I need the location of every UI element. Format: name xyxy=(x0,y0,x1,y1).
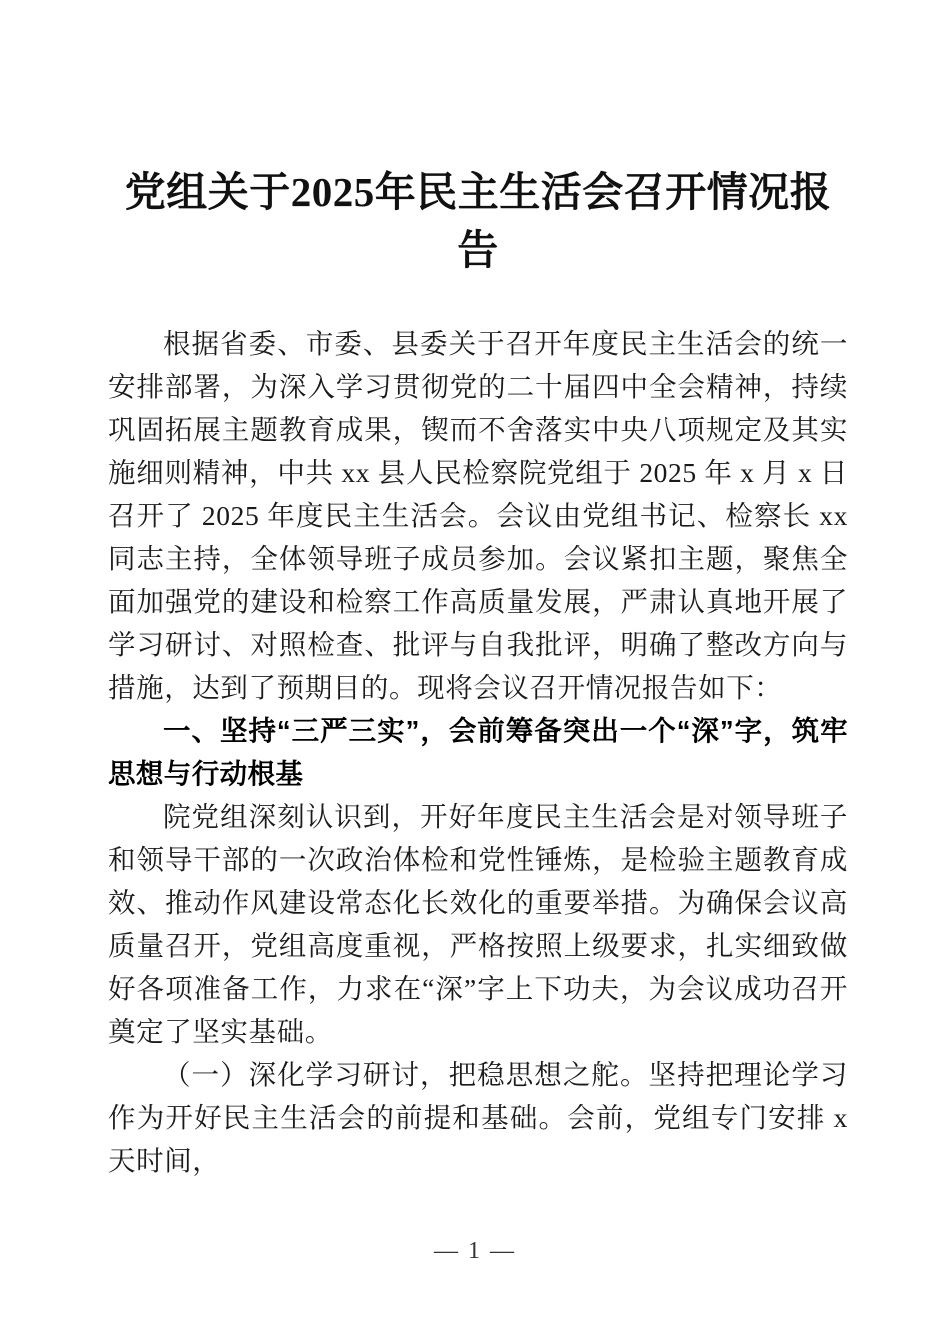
section-heading-one: 一、坚持“三严三实”，会前筹备突出一个“深”字，筑牢思想与行动根基 xyxy=(108,715,848,789)
paragraph-subsection-one: （一）深化学习研讨，把稳思想之舵。坚持把理论学习作为开好民主生活会的前提和基础。会前，党组专门安排 x 天时间， xyxy=(108,1059,848,1176)
document-body xyxy=(108,322,848,1182)
page-number: — 1 — xyxy=(434,1238,516,1264)
paragraph-intro: 根据省委、市委、县委关于召开年度民主生活会的统一安排部署，为深入学习贯彻党的二十届四中全会精神，持续巩固拓展主题教育成果，锲而不舍落实中央八项规定及其实施细则精神，中共 xx 县人民检察院党组于 2025 年 x 月 x 日召开了 2025 年度民主生活会。会议由党组书记、检察长 xx 同志主持，全体领导班子成员参加。会议紧扣主题，聚焦全面加强党的建设和检察工作高质量发展，严肃认真地开展了学习研讨、对照检查、批评与自我批评，明确了整改方向与措施，达到了预期目的。现将会议召开情况报告如下： xyxy=(108,328,848,703)
paragraph-preparation-overview: 院党组深刻认识到，开好年度民主生活会是对领导班子和领导干部的一次政治体检和党性锤炼，是检验主题教育成效、推动作风建设常态化长效化的重要举措。为确保会议高质量召开，党组高度重视，严格按照上级要求，扎实细致做好各项准备工作，力求在“深”字上下功夫，为会议成功召开奠定了坚实基础。 xyxy=(108,801,848,1047)
page-title: 党组关于2025年民主生活会召开情况报告 xyxy=(124,169,832,273)
